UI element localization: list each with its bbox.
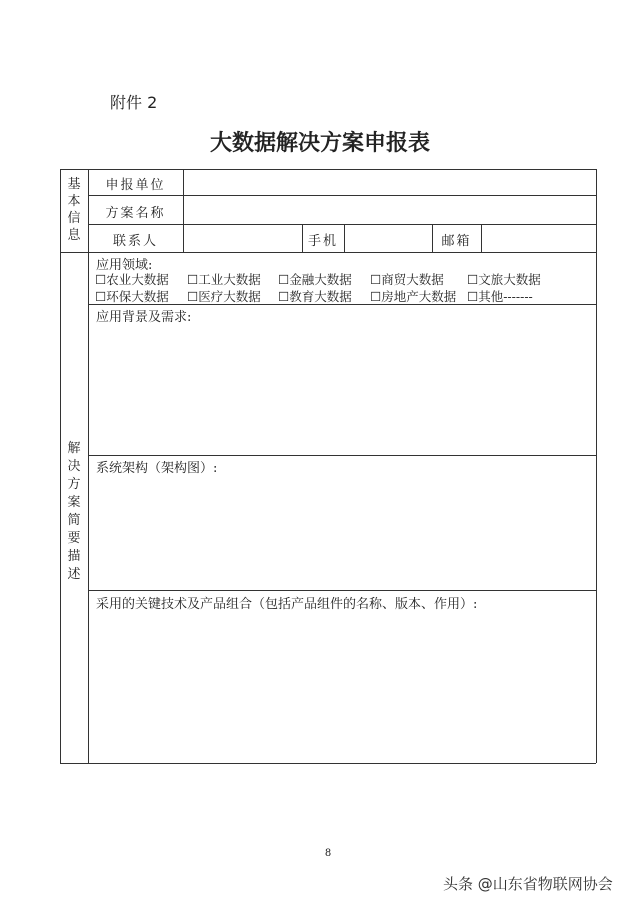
option-agriculture[interactable]: ☐农业大数据 <box>95 272 169 287</box>
option-other[interactable]: ☐其他------- <box>467 289 533 304</box>
option-industry[interactable]: ☐工业大数据 <box>187 272 261 287</box>
option-tourism[interactable]: ☐文旅大数据 <box>467 272 541 287</box>
solution-section-label: 解决方案简要描述 <box>67 441 81 582</box>
page-title: 大数据解决方案申报表 <box>209 130 430 156</box>
architecture-label: 系统架构（架构图）: <box>96 461 218 476</box>
email-label: 邮箱 <box>441 234 472 249</box>
tech-label: 采用的关键技术及产品组合（包括产品组件的名称、版本、作用）: <box>96 597 478 612</box>
field-label: 应用领域: <box>96 258 153 273</box>
options-row-1 <box>95 270 541 288</box>
plan-name-label: 方案名称 <box>105 206 166 221</box>
background-label: 应用背景及需求: <box>96 310 192 325</box>
attachment-label: 附件 2 <box>110 93 158 112</box>
unit-label: 申报单位 <box>105 178 166 193</box>
option-environment[interactable]: ☐环保大数据 <box>95 289 169 304</box>
option-real-estate[interactable]: ☐房地产大数据 <box>370 289 457 304</box>
page-number: 8 <box>324 848 332 859</box>
basic-info-section-label: 基本信息 <box>67 177 81 243</box>
option-education[interactable]: ☐教育大数据 <box>278 289 352 304</box>
contact-label: 联系人 <box>112 234 158 249</box>
option-commerce[interactable]: ☐商贸大数据 <box>370 272 444 287</box>
option-finance[interactable]: ☐金融大数据 <box>278 272 352 287</box>
option-medical[interactable]: ☐医疗大数据 <box>187 289 261 304</box>
watermark: 头条 @山东省物联网协会 <box>443 875 613 893</box>
phone-label: 手机 <box>307 234 338 249</box>
options-row-2 <box>95 287 533 305</box>
